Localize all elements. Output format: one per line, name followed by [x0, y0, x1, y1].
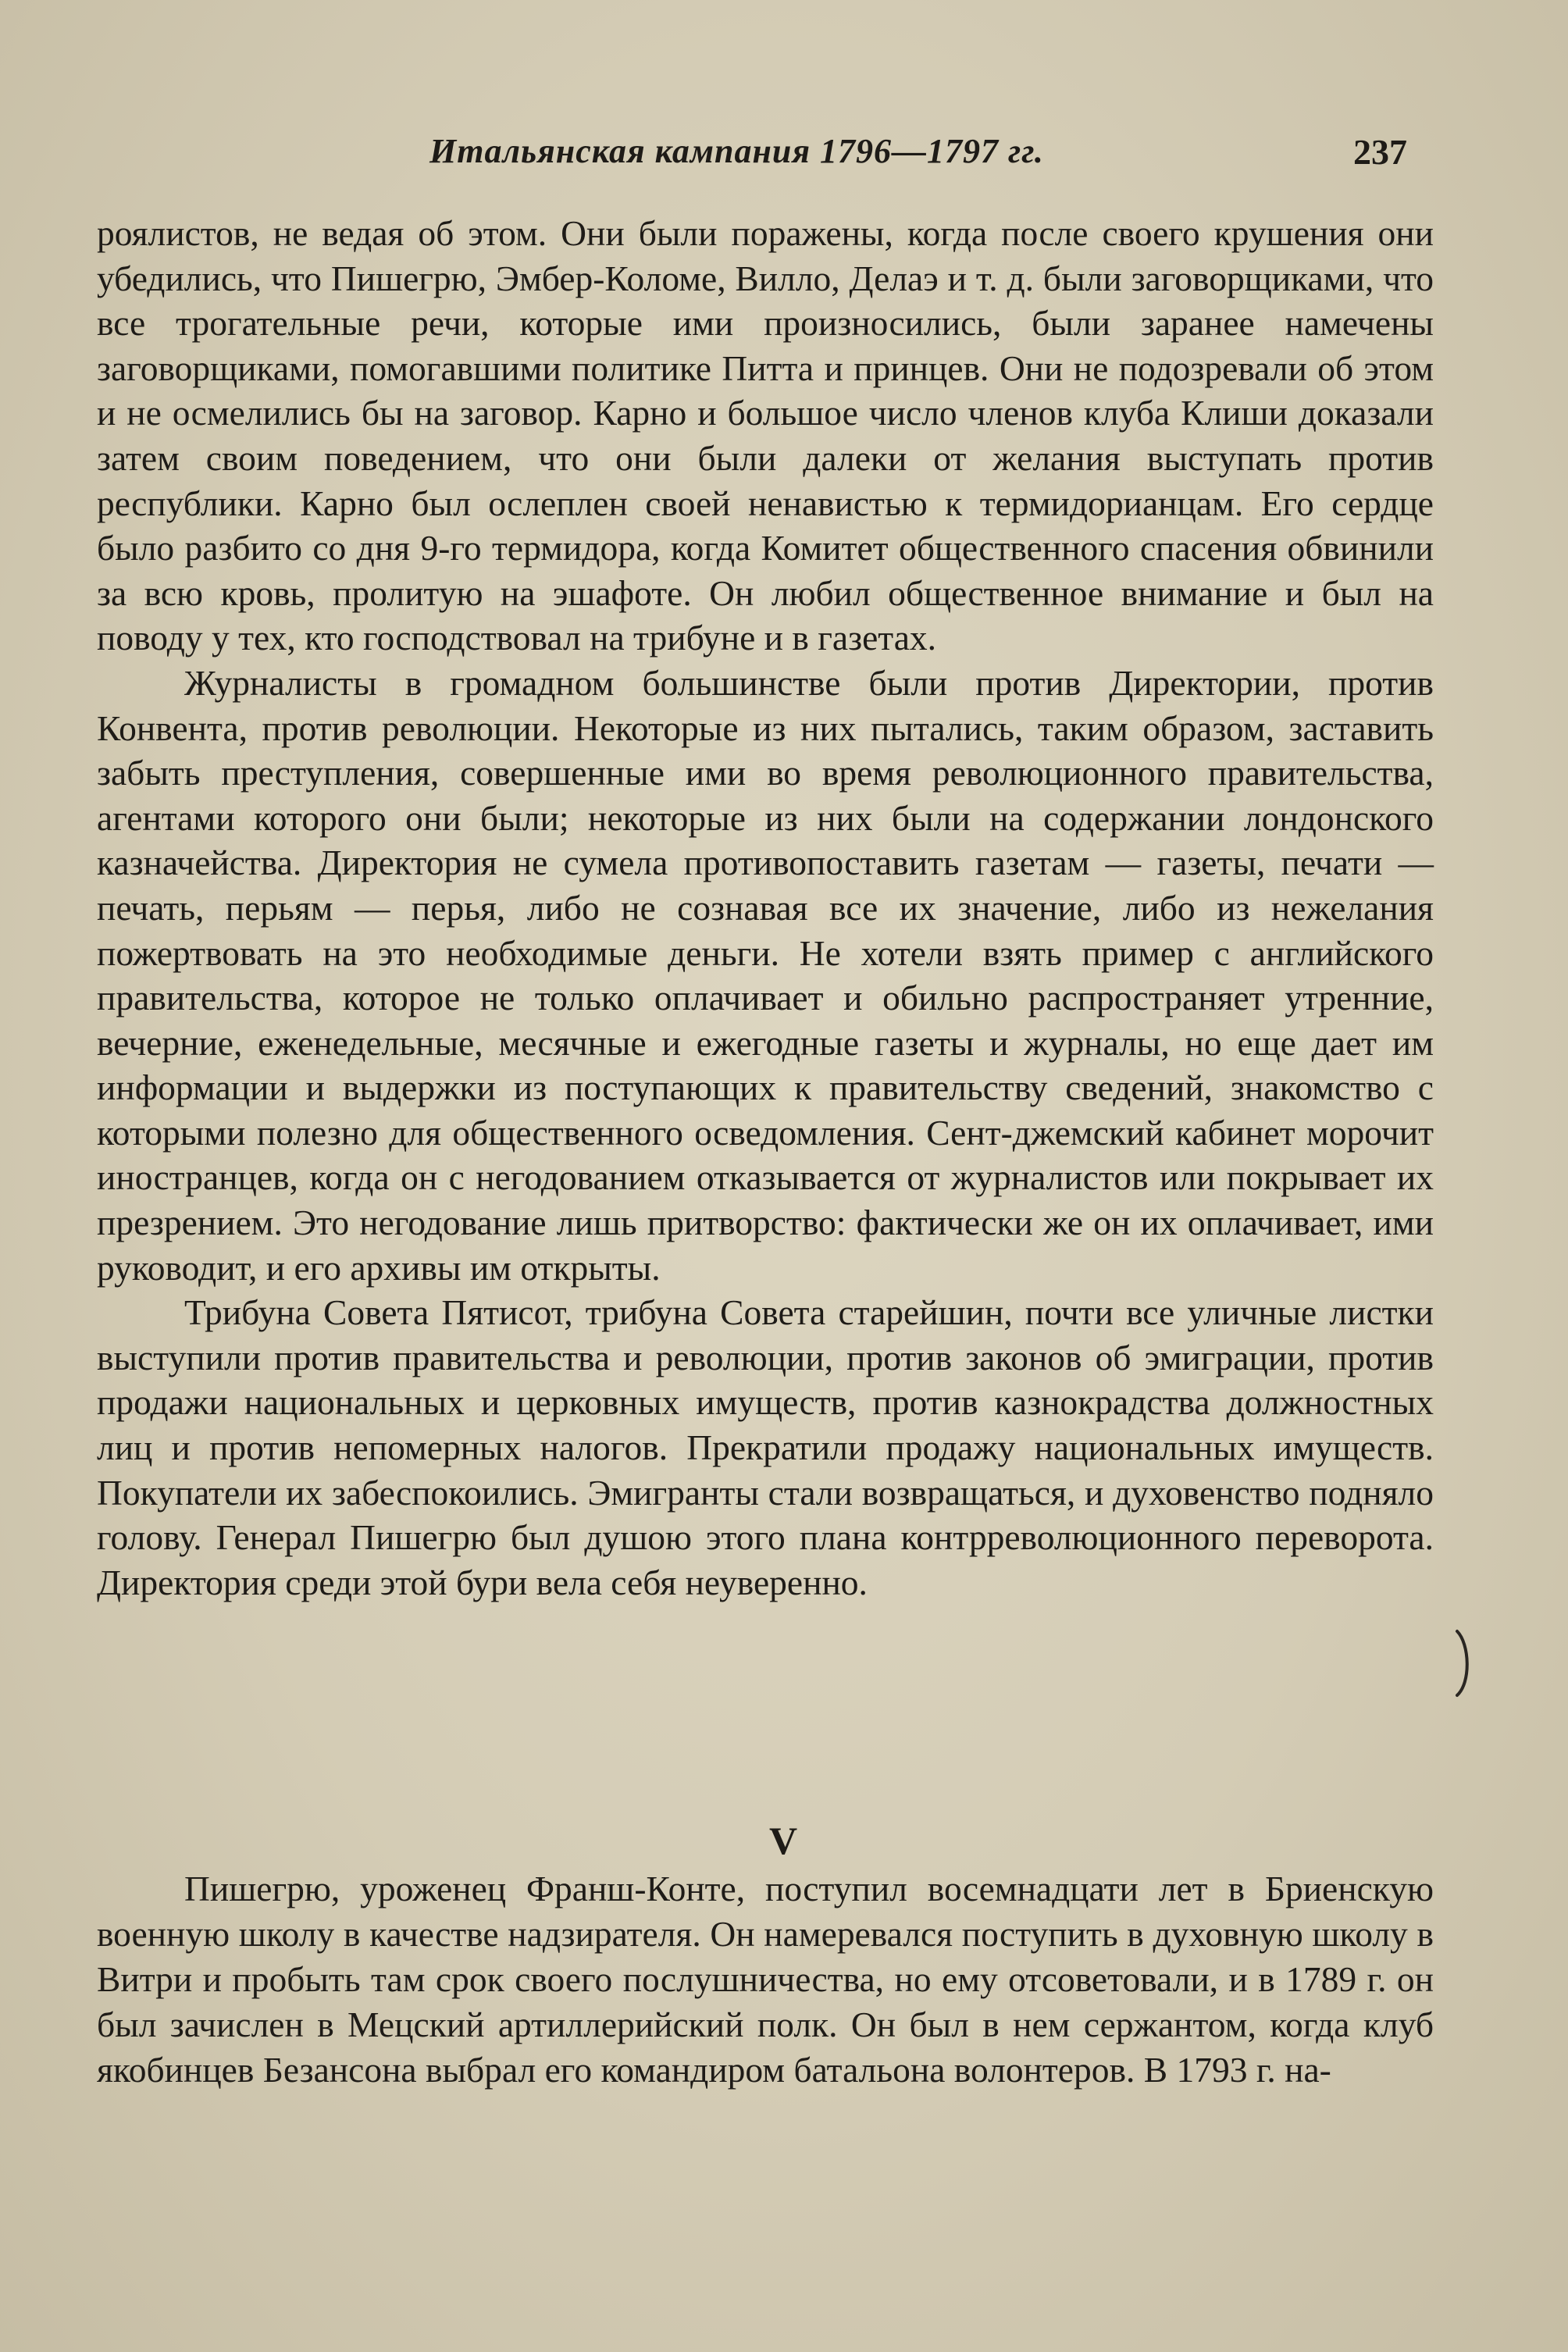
section-heading: V — [768, 1819, 800, 1862]
body-text — [97, 211, 1434, 1605]
section-body-text — [97, 1866, 1434, 2093]
margin-bracket-mark — [1452, 1628, 1474, 1698]
page-header — [429, 131, 1407, 186]
running-title: Итальянская кампания 1796—1797 гг. — [429, 132, 1044, 170]
page-number: 237 — [1353, 132, 1407, 172]
paragraph-1: роялистов, не ведая об этом. Они были поражены, когда после своего крушения они убедились, что Пишегрю, Эмбер-Коломе, Вилло, Делаэ и т. д. были заговорщиками, что все трогательные речи, которые ими произносились, были заранее намечены заговорщиками, помогавшими политике Питта и принцев. Они не подозревали об этом и не осмелились бы на заговор. Карно и большое число членов клуба Клиши доказали затем своим поведением, что они были далеки от желания выступать против республики. Карно был ослеплен своей ненавистью к термидорианцам. Его сердце было разбито со дня 9-го термидора, когда Комитет общественного спасения обвинили за всю кровь, пролитую на эшафоте. Он любил общественное внимание и был на поводу у тех, кто господствовал на трибуне и в газетах. — [97, 213, 1434, 658]
paragraph-3: Трибуна Совета Пятисот, трибуна Совета старейшин, почти все уличные листки выступили против правительства и революции, против законов об эмиграции, против продажи национальных и церковных имуществ, против казнокрадства должностных лиц и против непомерных налогов. Прекратили продажу национальных имуществ. Покупатели их забеспокоились. Эмигранты стали возвращаться, и духовенство подняло голову. Генерал Пишегрю был душою этого плана контрреволюционного переворота. Директория среди этой бури вела себя неуверенно. — [97, 1292, 1434, 1602]
paragraph-2: Журналисты в громадном большинстве были против Директории, против Конвента, против революции. Некоторые из них пытались, таким образом, заставить забыть преступления, совершенные ими во время революционного правительства, агентами которого они были; некоторые из них были на содержании лондонского казначейства. Директория не сумела противопоставить газетам — газеты, печати — печать, перьям — перья, либо не сознавая все их значение, либо из нежелания пожертвовать на это необходимые деньги. Не хотели взять пример с английского правительства, которое не только оплачивает и обильно распространяет утренние, вечерние, еженедельные, месячные и ежегодные газеты и журналы, но еще дает им информации и выдержки из поступающих к правительству сведений, знакомство с которыми полезно для общественного осведомления. Сент-джемский кабинет морочит иностранцев, когда он с негодованием отказывается от журналистов или покрывает их презрением. Это негодование лишь притворство: фактически же он их оплачивает, ими руководит, и его архивы им открыты. — [97, 662, 1434, 1288]
section-paragraph-1: Пишегрю, уроженец Франш-Конте, поступил восемнадцати лет в Бриенскую военную школу в качестве надзирателя. Он намеревался поступить в духовную школу в Витри и пробыть там срок своего послушничества, но ему отсоветовали, и в 1789 г. он был зачислен в Мецский артиллерийский полк. Он был в нем сержантом, когда клуб якобинцев Безансона выбрал его командиром батальона волонтеров. В 1793 г. на- — [97, 1869, 1434, 2090]
